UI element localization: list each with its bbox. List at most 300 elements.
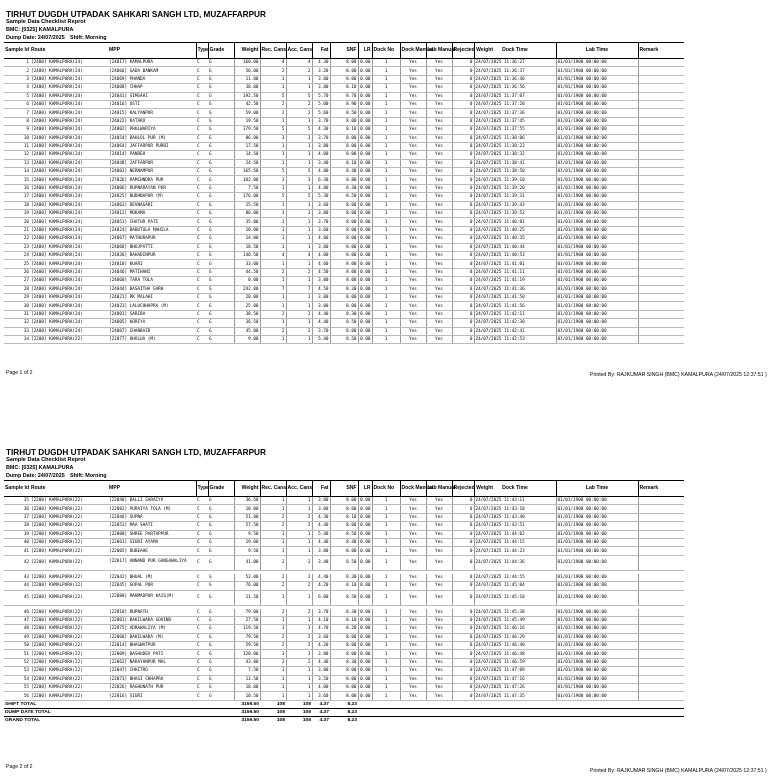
cell-rejected-weight: 0	[452, 117, 474, 125]
cell-route: [2400] KAMALPURA(24)	[30, 168, 108, 176]
cell-remark	[638, 251, 684, 259]
cell-dock-manual: Yes	[400, 590, 426, 605]
cell-dock-manual: Yes	[400, 218, 426, 226]
cell-grade: G	[208, 335, 234, 343]
cell-dock-time: 24/07/2025 11:47:26	[474, 684, 556, 692]
cell-lab-manual: Yes	[426, 505, 452, 513]
cell-type: C	[196, 642, 208, 650]
cell-lab-time: 01/01/1900 00:00:00	[556, 126, 638, 134]
cell-route: [2200] KAMALPURA(22)	[30, 530, 108, 538]
cell-acc-cans: 1	[286, 184, 312, 192]
col-header-dock-manual: Dock Manual	[400, 481, 426, 497]
page-number: Page 1 of 2	[6, 370, 33, 376]
cell-route: [2200] KAMALPURA(22)	[30, 505, 108, 513]
cell-dock-manual: Yes	[400, 84, 426, 92]
cell-type: C	[196, 522, 208, 530]
cell-dock-time: 24/07/2025 11:41:36	[474, 285, 556, 293]
cell-fat: 3.70	[312, 134, 330, 142]
cell-rec-cans: 1	[260, 260, 286, 268]
cell-lab-manual: Yes	[426, 92, 452, 100]
cell-sample-id: 33	[4, 327, 30, 335]
cell-snf: 8.00	[330, 260, 358, 268]
cell-lr: 0.00	[358, 126, 372, 134]
col-header-dock-no: Dock No	[372, 481, 400, 497]
table-row	[4, 633, 684, 641]
cell-weight: 45.00	[234, 327, 260, 335]
col-header-dock-manual: Dock Manual	[400, 43, 426, 59]
cell-remark	[638, 319, 684, 327]
cell-rejected-weight: 0	[452, 92, 474, 100]
cell-lr: 0.00	[358, 547, 372, 555]
cell-dock-manual: Yes	[400, 92, 426, 100]
cell-weight: 18.00	[234, 684, 260, 692]
cell-fat: 3.80	[312, 650, 330, 658]
col-header-grade: Grade	[208, 481, 234, 497]
cell-route: [2200] KAMALPURA(22)	[30, 658, 108, 666]
cell-grade: G	[208, 633, 234, 641]
cell-rec-cans: 2	[260, 642, 286, 650]
col-header-dock-no: Dock No	[372, 43, 400, 59]
cell-grade: G	[208, 210, 234, 218]
cell-lab-manual: Yes	[426, 285, 452, 293]
cell-rec-cans: 1	[260, 335, 286, 343]
cell-sample-id: 47	[4, 616, 30, 624]
total-label: GRAND TOTAL	[4, 717, 234, 725]
cell-mpp: [24003] NERNAMPUR	[108, 168, 196, 176]
cell-type: C	[196, 168, 208, 176]
cell-lab-time: 01/01/1900 00:00:00	[556, 226, 638, 234]
cell-lab-time: 01/01/1900 00:00:00	[556, 260, 638, 268]
total-row	[4, 709, 684, 717]
cell-route: [2200] KAMALPURA(22)	[30, 555, 108, 570]
cell-mpp: [22009] BASHUDEV PATI	[108, 650, 196, 658]
cell-dock-manual: Yes	[400, 59, 426, 67]
cell-fat: 3.60	[312, 633, 330, 641]
cell-remark	[638, 513, 684, 521]
printed-by: Printed By: RAJKUMAR SINGH (BMC) KAMALPURA (24/07/2025 12:37:51 )	[590, 768, 767, 774]
cell-type: C	[196, 327, 208, 335]
cell-rejected-weight: 0	[452, 176, 474, 184]
bmc-label: BMC: [0325] KAMALPURA	[6, 465, 74, 471]
cell-sample-id: 11	[4, 142, 30, 150]
cell-dock-no: 1	[372, 616, 400, 624]
cell-rejected-weight: 0	[452, 675, 474, 683]
cell-snf: 8.50	[330, 319, 358, 327]
cell-route: [2400] KAMALPURA(24)	[30, 67, 108, 75]
cell-lab-time: 01/01/1900 00:00:00	[556, 513, 638, 521]
cell-lr: 0.00	[358, 590, 372, 605]
cell-dock-manual: Yes	[400, 243, 426, 251]
cell-remark	[638, 109, 684, 117]
cell-lr: 0.00	[358, 650, 372, 658]
cell-rec-cans: 2	[260, 522, 286, 530]
cell-fat: 3.80	[312, 210, 330, 218]
cell-lab-time: 01/01/1900 00:00:00	[556, 302, 638, 310]
cell-acc-cans: 2	[286, 100, 312, 108]
cell-lab-time: 01/01/1900 00:00:00	[556, 658, 638, 666]
cell-lab-time: 01/01/1900 00:00:00	[556, 134, 638, 142]
cell-rec-cans: 3	[260, 134, 286, 142]
cell-mpp: [24048] JAFFARPUR	[108, 159, 196, 167]
cell-acc-cans: 1	[286, 293, 312, 301]
cell-lr: 0.00	[358, 67, 372, 75]
cell-mpp: [24014] PANDEH	[108, 151, 196, 159]
cell-route: [2200] KAMALPURA(22)	[30, 616, 108, 624]
cell-dock-manual: Yes	[400, 285, 426, 293]
cell-dock-time: 24/07/2025 11:44:15	[474, 538, 556, 546]
cell-lab-manual: Yes	[426, 210, 452, 218]
cell-rec-cans: 1	[260, 590, 286, 605]
cell-weight: 25.00	[234, 302, 260, 310]
cell-remark	[638, 497, 684, 505]
cell-mpp: [22073] BHASI CHHAPRA	[108, 675, 196, 683]
total-rec-cans: 108	[260, 709, 286, 717]
cell-rec-cans: 5	[260, 92, 286, 100]
cell-type: C	[196, 75, 208, 83]
cell-type: C	[196, 193, 208, 201]
cell-weight: 86.00	[234, 210, 260, 218]
cell-fat: 3.50	[312, 675, 330, 683]
cell-dock-time: 24/07/2025 11:36:56	[474, 84, 556, 92]
cell-mpp: [24068] BHOJPATTI	[108, 243, 196, 251]
cell-sample-id: 32	[4, 319, 30, 327]
cell-dock-manual: Yes	[400, 625, 426, 633]
cell-snf: 8.40	[330, 168, 358, 176]
cell-dock-manual: Yes	[400, 67, 426, 75]
cell-rec-cans: 1	[260, 505, 286, 513]
cell-lr: 0.00	[358, 84, 372, 92]
cell-sample-id: 41	[4, 547, 30, 555]
col-header-grade: Grade	[208, 43, 234, 59]
cell-remark	[638, 555, 684, 570]
cell-dock-time: 24/07/2025 11:39:43	[474, 201, 556, 209]
cell-grade: G	[208, 555, 234, 570]
cell-lab-time: 01/01/1900 00:00:00	[556, 642, 638, 650]
cell-mpp: [24023] LALUCHHAPRA (M)	[108, 302, 196, 310]
cell-lab-time: 01/01/1900 00:00:00	[556, 168, 638, 176]
cell-fat: 6.00	[312, 590, 330, 605]
cell-acc-cans: 2	[286, 642, 312, 650]
cell-dock-time: 24/07/2025 11:44:02	[474, 530, 556, 538]
cell-lab-manual: Yes	[426, 692, 452, 700]
cell-dock-manual: Yes	[400, 109, 426, 117]
cell-grade: G	[208, 100, 234, 108]
table-row	[4, 522, 684, 530]
cell-fat: 4.40	[312, 574, 330, 582]
cell-fat: 3.00	[312, 302, 330, 310]
cell-fat: 6.30	[312, 176, 330, 184]
cell-snf: 8.00	[330, 505, 358, 513]
cell-type: C	[196, 513, 208, 521]
cell-lab-time: 01/01/1900 00:00:00	[556, 547, 638, 555]
total-snf: 8.23	[330, 717, 358, 725]
cell-type: C	[196, 100, 208, 108]
cell-grade: G	[208, 260, 234, 268]
dump-date-label: Dump Date: 24/07/2025	[6, 473, 65, 479]
cell-rec-cans: 1	[260, 319, 286, 327]
cell-rec-cans: 1	[260, 218, 286, 226]
table-row	[4, 310, 684, 318]
cell-lab-manual: Yes	[426, 522, 452, 530]
cell-acc-cans: 1	[286, 667, 312, 675]
cell-fat: 3.00	[312, 667, 330, 675]
cell-sample-id: 30	[4, 302, 30, 310]
cell-dock-time: 24/07/2025 11:47:09	[474, 667, 556, 675]
cell-fat: 3.80	[312, 84, 330, 92]
cell-acc-cans: 5	[286, 168, 312, 176]
table-row	[4, 505, 684, 513]
cell-weight: 17.50	[234, 142, 260, 150]
cell-dock-manual: Yes	[400, 633, 426, 641]
cell-lr: 0.00	[358, 243, 372, 251]
cell-acc-cans: 3	[286, 210, 312, 218]
cell-dock-no: 1	[372, 555, 400, 570]
cell-dock-time: 24/07/2025 11:45:04	[474, 582, 556, 590]
cell-dock-time: 24/07/2025 11:38:50	[474, 168, 556, 176]
cell-rec-cans: 3	[260, 210, 286, 218]
table-row	[4, 667, 684, 675]
cell-grade: G	[208, 159, 234, 167]
cell-fat: 3.40	[312, 159, 330, 167]
cell-dock-time: 24/07/2025 11:36:27	[474, 59, 556, 67]
cell-dock-no: 1	[372, 538, 400, 546]
cell-route: [2200] KAMALPURA(22)	[30, 522, 108, 530]
cell-mpp: [24008] CHHAP	[108, 84, 196, 92]
cell-fat: 4.70	[312, 625, 330, 633]
cell-lab-manual: Yes	[426, 142, 452, 150]
table-row	[4, 675, 684, 683]
cell-lab-manual: Yes	[426, 582, 452, 590]
cell-grade: G	[208, 642, 234, 650]
col-header-lr: LR	[358, 43, 372, 59]
cell-dock-manual: Yes	[400, 547, 426, 555]
cell-dock-no: 1	[372, 142, 400, 150]
cell-rejected-weight: 0	[452, 151, 474, 159]
cell-acc-cans: 2	[286, 609, 312, 617]
cell-dock-manual: Yes	[400, 658, 426, 666]
cell-snf: 8.10	[330, 84, 358, 92]
cell-rec-cans: 2	[260, 67, 286, 75]
cell-sample-id: 52	[4, 658, 30, 666]
cell-acc-cans: 5	[286, 193, 312, 201]
col-header-type: Type	[196, 43, 208, 59]
cell-snf: 8.70	[330, 92, 358, 100]
cell-remark	[638, 285, 684, 293]
table-row	[4, 176, 684, 184]
cell-weight: 59.50	[234, 642, 260, 650]
cell-lr: 0.00	[358, 327, 372, 335]
cell-type: C	[196, 530, 208, 538]
cell-sample-id: 23	[4, 243, 30, 251]
col-header-route: Route	[30, 43, 108, 59]
cell-type: C	[196, 633, 208, 641]
table-row	[4, 530, 684, 538]
cell-rejected-weight: 0	[452, 667, 474, 675]
cell-route: [2400] KAMALPURA(24)	[30, 84, 108, 92]
cell-mpp: [22017] ANNAND PUR GANGAWALIYA	[108, 555, 196, 570]
cell-mpp: [24060] TARA TOLA	[108, 277, 196, 285]
cell-snf: 8.00	[330, 667, 358, 675]
cell-lr: 0.00	[358, 260, 372, 268]
cell-snf: 8.00	[330, 117, 358, 125]
cell-dock-manual: Yes	[400, 675, 426, 683]
cell-lr: 0.00	[358, 667, 372, 675]
cell-snf: 8.30	[330, 310, 358, 318]
cell-route: [2200] KAMALPURA(22)	[30, 513, 108, 521]
cell-type: C	[196, 538, 208, 546]
cell-route: [2400] KAMALPURA(24)	[30, 134, 108, 142]
cell-rejected-weight: 0	[452, 555, 474, 570]
cell-rec-cans: 1	[260, 151, 286, 159]
cell-acc-cans: 1	[286, 590, 312, 605]
cell-lr: 0.00	[358, 268, 372, 276]
cell-rejected-weight: 0	[452, 335, 474, 343]
cell-rejected-weight: 0	[452, 67, 474, 75]
cell-rejected-weight: 0	[452, 547, 474, 555]
cell-grade: G	[208, 293, 234, 301]
cell-rejected-weight: 0	[452, 302, 474, 310]
cell-mpp: [24063] DEVNAGARI	[108, 201, 196, 209]
cell-weight: 102.00	[234, 176, 260, 184]
cell-acc-cans: 1	[286, 319, 312, 327]
cell-dock-no: 1	[372, 522, 400, 530]
cell-sample-id: 22	[4, 235, 30, 243]
table-row	[4, 319, 684, 327]
cell-lr: 0.00	[358, 142, 372, 150]
cell-dock-time: 24/07/2025 11:44:55	[474, 574, 556, 582]
table-row	[4, 293, 684, 301]
cell-lab-time: 01/01/1900 00:00:00	[556, 109, 638, 117]
cell-weight: 119.50	[234, 625, 260, 633]
cell-lr: 0.00	[358, 293, 372, 301]
cell-weight: 9.50	[234, 547, 260, 555]
table-row	[4, 513, 684, 521]
cell-sample-id: 35	[4, 497, 30, 505]
cell-type: C	[196, 650, 208, 658]
table-row	[4, 335, 684, 343]
cell-route: [2400] KAMALPURA(24)	[30, 218, 108, 226]
cell-fat: 4.40	[312, 319, 330, 327]
cell-rec-cans: 1	[260, 675, 286, 683]
cell-dock-no: 1	[372, 293, 400, 301]
cell-grade: G	[208, 684, 234, 692]
cell-rec-cans: 2	[260, 513, 286, 521]
cell-dock-manual: Yes	[400, 692, 426, 700]
total-rec-cans: 108	[260, 717, 286, 725]
cell-rejected-weight: 0	[452, 184, 474, 192]
cell-remark	[638, 193, 684, 201]
cell-remark	[638, 642, 684, 650]
cell-weight: 59.00	[234, 109, 260, 117]
cell-route: [2400] KAMALPURA(24)	[30, 302, 108, 310]
cell-rejected-weight: 0	[452, 692, 474, 700]
cell-lr: 0.00	[358, 168, 372, 176]
cell-lab-manual: Yes	[426, 642, 452, 650]
col-header-lab-manual: Lab Manual	[426, 43, 452, 59]
cell-lab-manual: Yes	[426, 184, 452, 192]
cell-fat: 5.00	[312, 100, 330, 108]
cell-lab-time: 01/01/1900 00:00:00	[556, 293, 638, 301]
cell-dock-manual: Yes	[400, 530, 426, 538]
cell-lab-time: 01/01/1900 00:00:00	[556, 84, 638, 92]
cell-grade: G	[208, 176, 234, 184]
cell-fat: 3.60	[312, 226, 330, 234]
cell-acc-cans: 1	[286, 142, 312, 150]
cell-fat: 4.00	[312, 684, 330, 692]
table-row	[4, 201, 684, 209]
cell-rec-cans: 2	[260, 268, 286, 276]
cell-dock-no: 1	[372, 243, 400, 251]
cell-rec-cans: 1	[260, 616, 286, 624]
cell-rejected-weight: 0	[452, 327, 474, 335]
cell-grade: G	[208, 505, 234, 513]
cell-dock-time: 24/07/2025 11:39:52	[474, 210, 556, 218]
cell-route: [2400] KAMALPURA(24)	[30, 109, 108, 117]
cell-dock-no: 1	[372, 226, 400, 234]
cell-sample-id: 49	[4, 633, 30, 641]
total-label: DUMP DATE TOTAL	[4, 709, 234, 717]
cell-weight: 56.00	[234, 67, 260, 75]
cell-dock-time: 24/07/2025 11:45:49	[474, 616, 556, 624]
cell-weight: 36.50	[234, 319, 260, 327]
table-row	[4, 497, 684, 505]
cell-fat: 4.00	[312, 251, 330, 259]
cell-dock-manual: Yes	[400, 168, 426, 176]
cell-sample-id: 29	[4, 293, 30, 301]
cell-remark	[638, 684, 684, 692]
cell-fat: 5.30	[312, 193, 330, 201]
cell-dock-time: 24/07/2025 11:45:18	[474, 590, 556, 605]
cell-dock-no: 1	[372, 684, 400, 692]
cell-fat: 4.50	[312, 285, 330, 293]
cell-dock-time: 24/07/2025 11:41:50	[474, 293, 556, 301]
cell-weight: 20.00	[234, 293, 260, 301]
cell-fat: 3.00	[312, 75, 330, 83]
cell-route: [2400] KAMALPURA(24)	[30, 277, 108, 285]
col-header-lr: LR	[358, 481, 372, 497]
shift-label: Shift: Morning	[70, 35, 107, 41]
col-header-weight: Weight	[234, 481, 260, 497]
cell-remark	[638, 625, 684, 633]
cell-grade: G	[208, 658, 234, 666]
table-row	[4, 251, 684, 259]
cell-dock-no: 1	[372, 302, 400, 310]
cell-acc-cans: 1	[286, 530, 312, 538]
cell-route: [2200] KAMALPURA(22)	[30, 582, 108, 590]
cell-rec-cans: 1	[260, 84, 286, 92]
cell-rec-cans: 2	[260, 633, 286, 641]
cell-rejected-weight: 0	[452, 201, 474, 209]
cell-sample-id: 15	[4, 176, 30, 184]
table-row	[4, 574, 684, 582]
cell-mpp: [24006] RUPNARAYAN PUR	[108, 184, 196, 192]
cell-sample-id: 14	[4, 168, 30, 176]
cell-lr: 0.00	[358, 530, 372, 538]
cell-dock-manual: Yes	[400, 201, 426, 209]
cell-grade: G	[208, 590, 234, 605]
cell-dock-no: 1	[372, 117, 400, 125]
cell-sample-id: 18	[4, 201, 30, 209]
cell-route: [2400] KAMALPURA(24)	[30, 226, 108, 234]
cell-fat: 3.00	[312, 505, 330, 513]
cell-lr: 0.00	[358, 538, 372, 546]
cell-fat: 4.30	[312, 126, 330, 134]
cell-dock-no: 1	[372, 513, 400, 521]
cell-type: C	[196, 268, 208, 276]
cell-remark	[638, 184, 684, 192]
cell-lab-time: 01/01/1900 00:00:00	[556, 277, 638, 285]
cell-type: C	[196, 692, 208, 700]
